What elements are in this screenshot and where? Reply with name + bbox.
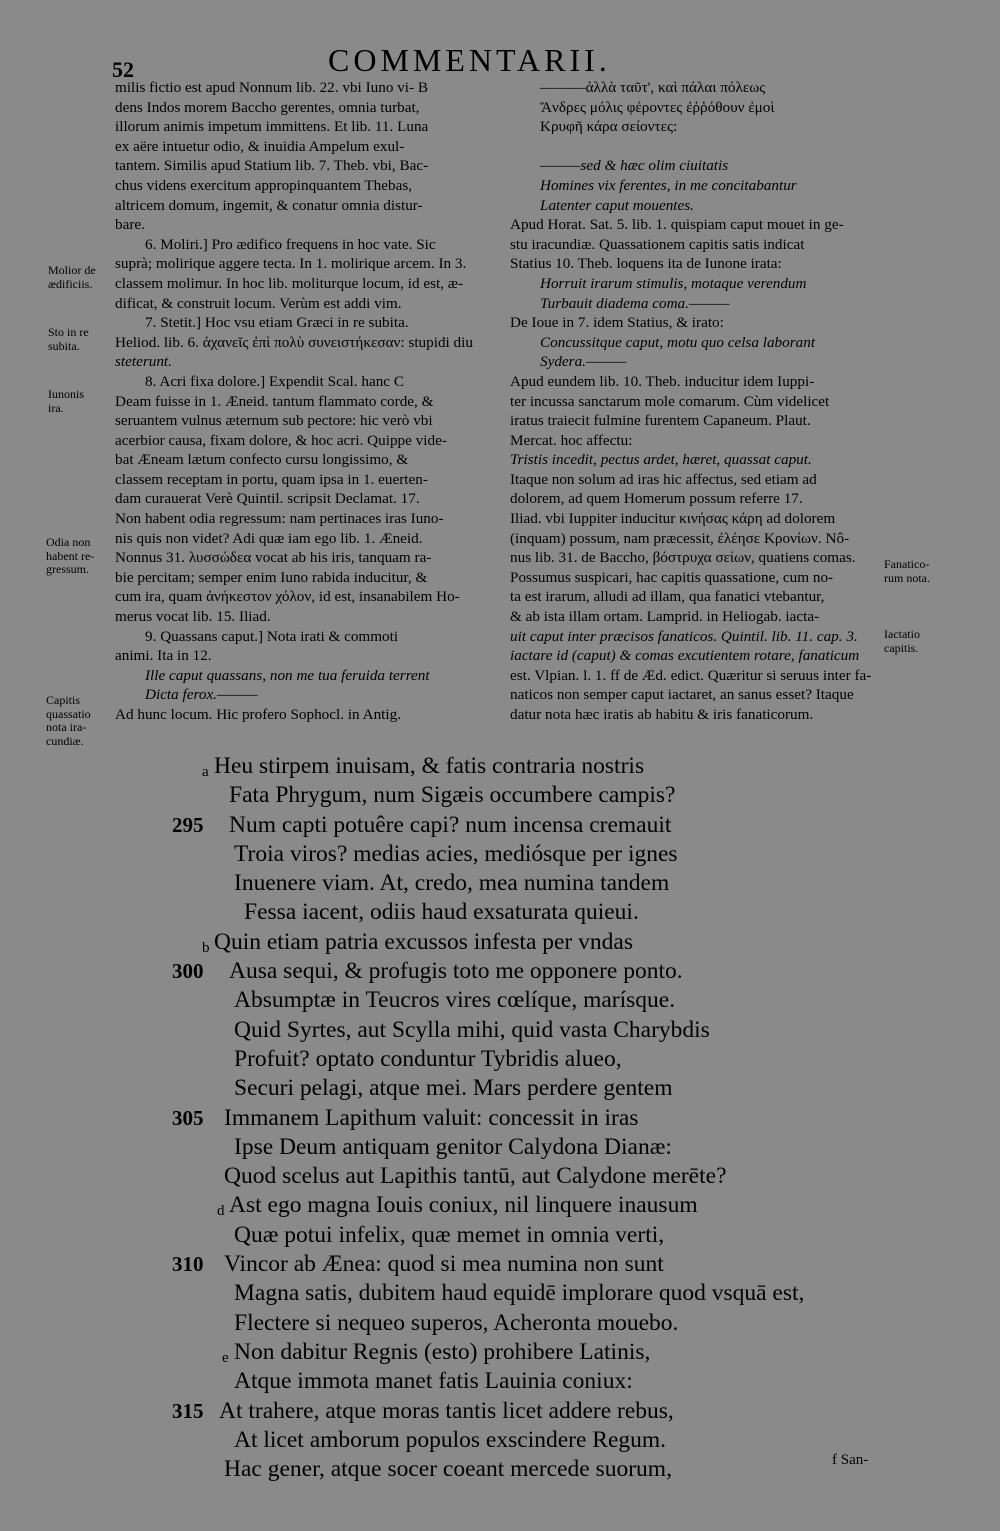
verse-line [172,1367,932,1396]
left-line: seruantem vulnus æternum sub pectore: hic verò vbi [115,412,433,430]
left-line: bie percitam; semper enim Iuno rabida inducitur, & [115,568,428,586]
right-line: Sydera.——— [540,353,627,371]
left-line: acerbior causa, fixam dolore, & hoc acri. Quippe vide- [115,431,447,449]
verse-text: Ipse Deum antiquam genitor Calydona Dianæ: [234,1133,672,1160]
left-line: 8. Acri fixa dolore.] Expendit Scal. hanc C [145,372,404,390]
right-line: nus lib. 31. de Baccho, βόστρυχα σείων, quatiens comas. [510,549,856,567]
left-line: Deam fuisse in 1. Æneid. tantum flammato corde, & [115,392,434,410]
verse-text: Flectere si nequeo superos, Acheronta mouebo. [234,1309,679,1336]
right-line: Apud Horat. Sat. 5. lib. 1. quispiam caput mouet in ge- [510,216,844,234]
margin-note-line: capitis. [884,640,919,655]
right-line: dolorem, ad quem Homerum possum referre 17. [510,490,803,508]
right-line: ———ἀλλὰ ταῦτ', καὶ πάλαι πόλεως [540,79,766,96]
right-line: stu iracundiæ. Quassationem capitis satis indicat [510,235,805,253]
right-line: ta est irarum, alludi ad illam, qua fanatici vtebantur, [510,588,825,606]
right-line: (inquam) possum, nam præcessit, ἐλέησε Κρονίων. Nô- [510,529,850,547]
left-line: ex aëre intuetur odio, & inuidia Ampelum exul- [115,137,405,155]
left-line: suprà; molirique aggere tecta. In 1. molirique arcem. In 3. [115,255,467,273]
right-line: Itaque non solum ad iras hic affectus, sed etiam ad [510,470,817,488]
note-key: b [202,939,210,956]
margin-note-line: Iactatio [884,627,920,641]
right-line: naticos non semper caput iactaret, an sanus esset? Itaque [510,686,854,704]
verse-text: Securi pelagi, atque mei. Mars perdere gentem [234,1075,673,1102]
left-line: Nonnus 31. λυσσώδεα vocat ab his iris, tanquam ra- [115,549,432,567]
verse-text: Fata Phrygum, num Sigæis occumbere campis? [229,782,676,809]
verse-text: Hac gener, atque socer coeant mercede suorum, [224,1456,672,1483]
verse-line [172,1045,932,1074]
right-line: Κρυφῆ κάρα σείοντες: [540,118,678,136]
left-line: dam curauerat Verè Quintil. scripsit Declamat. 17. [115,490,420,508]
margin-note-iactatio [884,628,920,655]
left-line: cum ira, quam ἀνήκεστον χόλον, id est, insanabilem Ho- [115,588,460,606]
margin-note-moliri [48,264,96,291]
verse-line [172,1426,932,1455]
right-line [510,137,880,157]
verse-line [172,1397,932,1426]
verse-text: Absumptæ in Teucros vires cœlíque, marísque. [234,987,676,1014]
left-line: dificat, & construit locum. Verùm est addi vim. [115,294,402,312]
verse-line [172,811,932,840]
verse-text: Non dabitur Regnis (esto) prohibere Latinis, [234,1338,651,1365]
left-line: Dicta ferox.——— [145,686,258,704]
verse-text: Vincor ab Ænea: quod si mea numina non sunt [224,1251,664,1278]
margin-note-line: subita. [48,338,80,353]
left-line: dens Indos morem Baccho gerentes, omnia turbat, [115,98,420,116]
margin-note-line: Molior de [48,263,96,277]
right-line: uit caput inter præcisos fanaticos. Quintil. lib. 11. cap. 3. [510,627,858,645]
left-line: classem receptam in portu, quam ipsa in 1. euerten- [115,470,428,488]
margin-note-line: cundiæ. [46,733,84,748]
verse-text: Troia viros? medias acies, mediósque per ignes [234,840,678,867]
margin-note-line: Iunonis [48,387,84,401]
verse-text: Heu stirpem inuisam, & fatis contraria nostris [214,753,645,779]
margin-note-line: nota ira- [46,720,87,734]
verse-text: Ast ego magna Iouis coniux, nil linquere inausum [229,1192,698,1219]
margin-note-capitis-quassatio [46,694,91,748]
right-line: iactare id (caput) & comas excutientem rotare, fanaticum [510,647,860,665]
verse-text: Immanem Lapithum valuit: concessit in iras [224,1104,639,1131]
verse-line [172,752,932,781]
verse-text: Num capti potuêre capi? num incensa cremauit [229,811,672,838]
left-line: Non habent odia regressum: nam pertinaces iras Iuno- [115,510,444,528]
left-line: Ille caput quassans, non me tua feruida terrent [145,666,430,684]
verse-line [172,840,932,869]
verse-line [172,1162,932,1191]
left-line: chus videns exercitum appropinquantem Thebas, [115,176,413,194]
right-line: Possumus suspicari, hac capitis quassatione, cum no- [510,568,834,586]
margin-note-stetit [48,326,89,353]
margin-note-line: rum nota. [884,570,930,585]
left-line: altricem domum, ingemit, & conatur omnia distur- [115,196,423,214]
page-number: 52 [112,57,134,82]
left-line: merus vocat lib. 15. Iliad. [115,608,271,626]
verse-text: Profuit? optato conduntur Tybridis alueo, [234,1045,622,1072]
verse-text: Quin etiam patria excussos infesta per vndas [214,928,633,955]
verse-line [172,986,932,1015]
verse-text: Quod scelus aut Lapithis tantū, aut Calydone merēte? [224,1163,727,1190]
left-line: 6. Moliri.] Pro ædifico frequens in hoc vate. Sic [145,235,436,253]
right-line: De Ioue in 7. idem Statius, & irato: [510,314,724,332]
note-key: a [202,764,209,780]
left-line: steterunt. [115,353,172,371]
verse-line [172,1309,932,1338]
right-line: est. Vlpian. l. 1. ff de Æd. edict. Quæritur si seruus inter fa- [510,666,872,684]
verse-line [172,928,932,957]
verse-text: Magna satis, dubitem haud equidē implorare quod vsquā est, [234,1280,805,1307]
right-line: datur nota hæc iratis ab habitu & iris fanaticorum. [510,706,814,723]
margin-note-line: ædificiis. [48,276,93,291]
right-line: Iliad. vbi Iuppiter inducitur κινήσας κάρη ad dolorem [510,510,836,528]
right-line: Homines vix ferentes, in me concitabantur [540,176,797,194]
right-line: Tristis incedit, pectus ardet, hæret, quassat caput. [510,451,812,469]
verse-line [172,1074,932,1103]
verse-line [172,1191,932,1220]
right-line: Mercat. hoc affectu: [510,431,633,449]
verse-line [172,1338,932,1367]
left-line: bare. [115,216,145,234]
left-line: bat Æneam lætum confecto cursu longissimo, & [115,451,409,469]
right-line: iratus traiecit fulmine furentem Capaneum. Plaut. [510,412,811,430]
line-number: 310 [172,1252,204,1277]
note-key: e [222,1349,229,1366]
verse-line [172,1455,932,1484]
left-line: nis quis non videt? Adi quæ iam ego lib. 1. Æneid. [115,529,423,547]
margin-note-line: quassatio [46,706,91,721]
margin-note-odia [46,536,94,577]
right-line: Apud eundem lib. 10. Theb. inducitur idem Iuppi- [510,372,815,390]
line-number: 300 [172,959,204,984]
left-line: 7. Stetit.] Hoc vsu etiam Græci in re subita. [145,314,409,332]
right-line: Ἄνδρες μόλις φέροντες ἐῤῥόθουν ἐμοὶ [540,98,775,116]
margin-note-line: Sto in re [48,325,89,339]
commentary-right-column [510,78,880,725]
right-line: ter incussa sanctarum mole comarum. Cùm videlicet [510,392,830,410]
margin-note-line: Odia non [46,535,91,549]
right-line: Latenter caput mouentes. [540,196,694,214]
left-line: milis fictio est apud Nonnum lib. 22. vbi Iuno vi- B [115,79,429,96]
verse-line [172,1250,932,1279]
verse-line [172,957,932,986]
verse-block [172,752,932,1484]
right-line: Concussitque caput, motu quo celsa laborant [540,333,816,351]
line-number: 295 [172,812,204,837]
verse-line [172,1133,932,1162]
running-title: COMMENTARII. [328,42,611,78]
verse-line [172,1104,932,1133]
margin-note-line: Capitis [46,693,81,707]
verse-text: Atque immota manet fatis Lauinia coniux: [234,1368,633,1395]
margin-note-line: gressum. [46,562,89,576]
left-line: tantem. Similis apud Statium lib. 7. Theb. vbi, Bac- [115,157,429,175]
verse-text: At licet amborum populos exscindere Regum. [234,1426,667,1453]
verse-line [172,1279,932,1308]
right-line: Statius 10. Theb. loquens ita de Iunone irata: [510,255,782,273]
left-line: Ad hunc locum. Hic profero Sophocl. in Antig. [115,706,401,723]
verse-text: At trahere, atque moras tantis licet addere rebus, [219,1397,674,1424]
verse-line [172,1016,932,1045]
commentary-left-column [115,78,500,725]
verse-text: Fessa iacent, odiis haud exsaturata quieui. [244,899,639,926]
verse-text: Inuenere viam. At, credo, mea numina tandem [234,870,670,897]
verse-line [172,1221,932,1250]
margin-note-iunonis [48,388,84,415]
verse-text: Quæ potui infelix, quæ memet in omnia verti, [234,1221,665,1248]
line-number: 315 [172,1398,204,1423]
margin-note-line: habent re- [46,548,95,563]
right-line: & ab ista illam ortam. Lamprid. in Heliogab. iacta- [510,608,820,626]
margin-note-fanaticorum [884,558,930,585]
left-line: classem molimur. In hoc lib. moliturque locum, id est, æ- [115,274,463,292]
catchword: f San- [832,1452,869,1468]
verse-line [172,869,932,898]
verse-text: Ausa sequi, & profugis toto me opponere ponto. [229,958,683,985]
margin-note-line: ira. [48,400,64,415]
left-line: animi. Ita in 12. [115,647,212,665]
left-line: illorum animis impetum immittens. Et lib. 11. Luna [115,118,429,136]
left-line: Heliod. lib. 6. ἀχανεῖς ἐπὶ πολὺ συνειστήκεσαν: stupidi diu [115,333,473,351]
note-key: d [217,1203,225,1220]
line-number: 305 [172,1105,204,1130]
right-line: Turbauit diadema coma.——— [540,294,730,312]
right-line: ———sed & hæc olim ciuitatis [540,157,729,175]
verse-line [172,898,932,927]
left-line: 9. Quassans caput.] Nota irati & commoti [145,627,399,645]
verse-line [172,781,932,810]
right-line: Horruit irarum stimulis, motaque verendum [540,274,807,292]
verse-text: Quid Syrtes, aut Scylla mihi, quid vasta Charybdis [234,1016,710,1043]
margin-note-line: Fanatico- [884,557,930,571]
